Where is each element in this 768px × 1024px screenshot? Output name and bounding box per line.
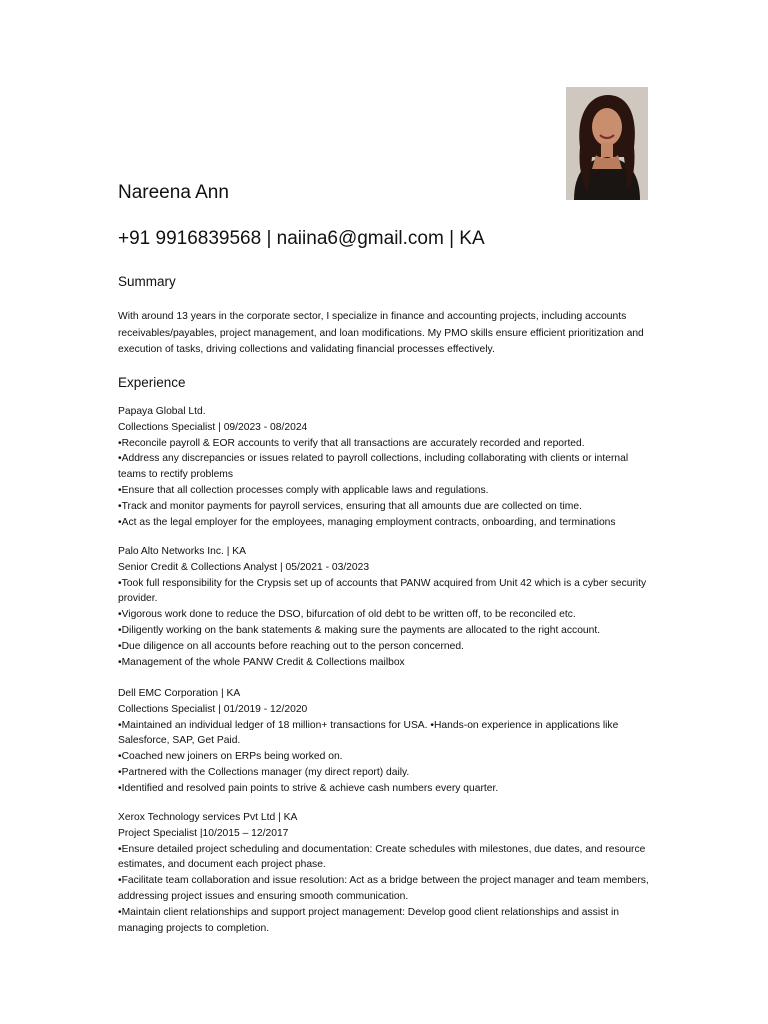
job-entry (118, 544, 653, 670)
experience-heading: Experience (118, 375, 186, 390)
job-bullet: •Diligently working on the bank statements & making sure the payments are allocated to the right account. (118, 624, 601, 636)
contact-line: +91 9916839568 | naiina6@gmail.com | KA (118, 228, 485, 249)
job-role: Project Specialist |10/2015 – 12/2017 (118, 827, 289, 839)
job-bullet: •Facilitate team collaboration and issue resolution: Act as a bridge between the project manager and team members, addressing project issues and ensuring smooth communication. (118, 875, 649, 902)
job-bullet: •Track and monitor payments for payroll services, ensuring that all amounts due are collected on time. (118, 500, 582, 512)
job-bullet: •Act as the legal employer for the employees, managing employment contracts, onboarding, and terminations (118, 516, 616, 528)
job-bullet: •Maintain client relationships and support project management: Develop good client relationships and assist in managing projects to completion. (118, 906, 620, 934)
job-bullet: •Partnered with the Collections manager (my direct report) daily. (118, 766, 410, 778)
job-role: Senior Credit & Collections Analyst | 05/2021 - 03/2023 (118, 561, 370, 573)
job-entry (118, 404, 653, 530)
job-company: Xerox Technology services Pvt Ltd | KA (118, 812, 298, 823)
job-bullet: •Address any discrepancies or issues related to payroll collections, including collaborating with clients or internal teams to rectify problems (118, 453, 629, 481)
job-bullet: •Vigorous work done to reduce the DSO, bifurcation of old debt to be written off, to be reconciled etc. (118, 609, 576, 621)
summary-text: With around 13 years in the corporate sector, I specialize in finance and accounting projects, including accounts receivables/payables, project management, and loan modifications. My PMO skills ensure efficient prioritization and execution of tasks, driving collections and validating financial processes effectively. (118, 311, 644, 355)
job-bullet: •Identified and resolved pain points to strive & achieve cash numbers every quarter. (118, 782, 499, 794)
job-bullet: •Took full responsibility for the Crypsis set up of accounts that PANW acquired from Unit 42 which is a cyber security provider. (118, 577, 647, 605)
job-bullet: •Maintained an individual ledger of 18 million+ transactions for USA. •Hands-on experience in applications like Salesforce, SAP, Get Paid. (118, 719, 619, 747)
candidate-name: Nareena Ann (118, 182, 229, 203)
summary-heading: Summary (118, 274, 176, 289)
job-bullets (118, 436, 653, 531)
job-bullet: •Coached new joiners on ERPs being worked on. (118, 751, 343, 763)
job-entry (118, 810, 653, 936)
job-company: Papaya Global Ltd. (118, 406, 206, 417)
job-bullet: •Ensure that all collection processes comply with applicable laws and regulations. (118, 484, 489, 496)
job-bullet: •Management of the whole PANW Credit & Collections mailbox (118, 656, 405, 668)
job-bullet: •Due diligence on all accounts before reaching out to the person concerned. (118, 640, 464, 652)
job-bullets (118, 842, 653, 937)
profile-photo (566, 87, 648, 200)
job-bullets (118, 576, 653, 671)
job-role: Collections Specialist | 09/2023 - 08/2024 (118, 421, 308, 433)
job-role: Collections Specialist | 01/2019 - 12/2020 (118, 703, 308, 715)
job-entry (118, 686, 653, 797)
job-bullet: •Ensure detailed project scheduling and documentation: Create schedules with milestones, due dates, and resource estimates, and document each project phase. (118, 843, 646, 871)
job-bullets (118, 718, 653, 797)
job-bullet: •Reconcile payroll & EOR accounts to verify that all transactions are accurately recorded and reported. (118, 437, 585, 449)
job-company: Dell EMC Corporation | KA (118, 688, 241, 699)
job-company: Palo Alto Networks Inc. | KA (118, 546, 247, 557)
